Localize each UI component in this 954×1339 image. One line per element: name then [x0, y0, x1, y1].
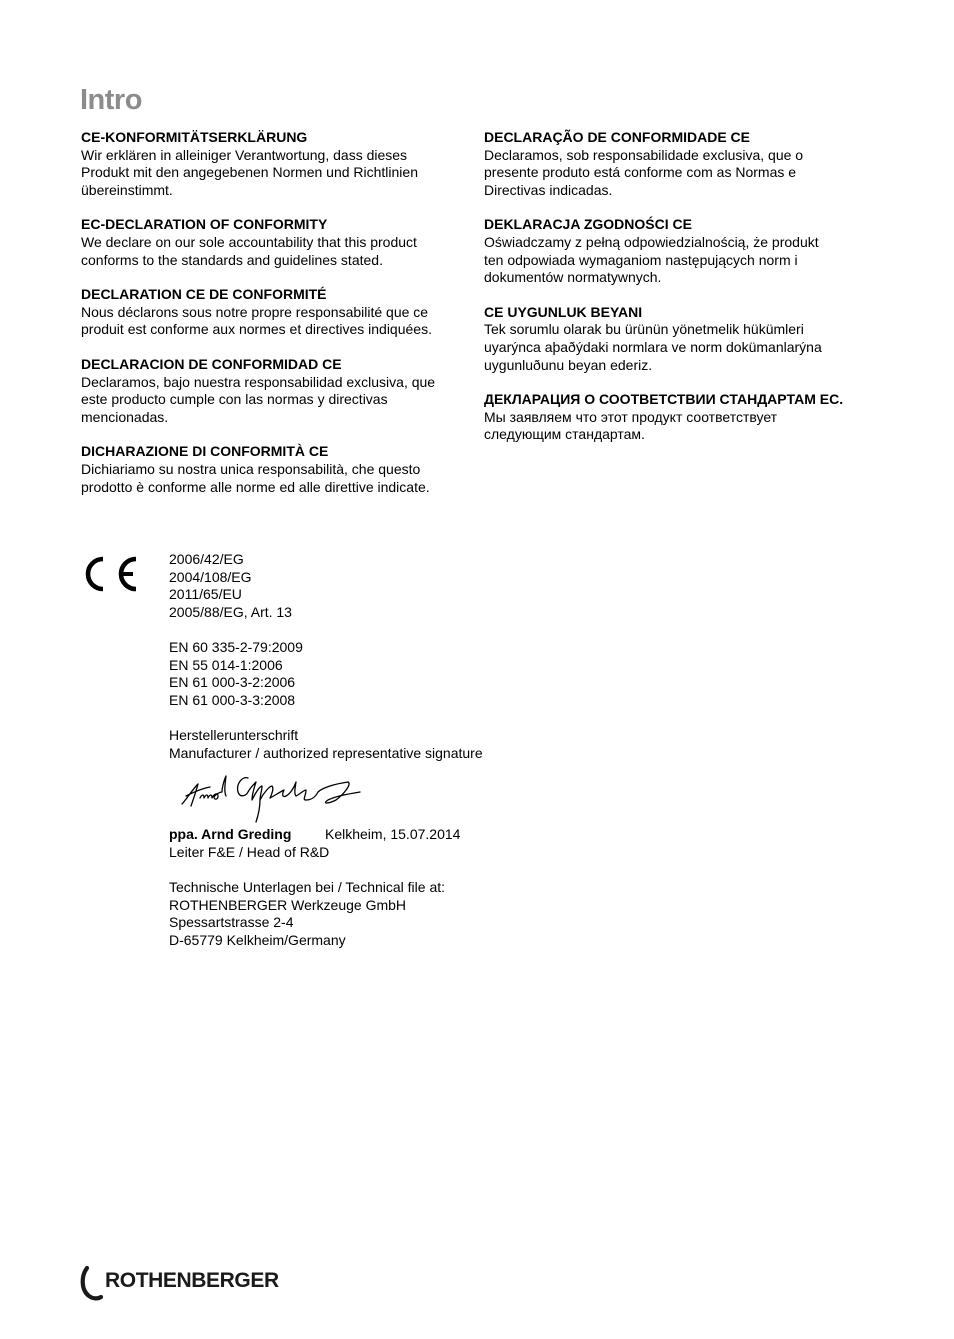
declaration-heading: DICHARAZIONE DI CONFORMITÀ CE	[81, 443, 329, 460]
declaration-portuguese	[484, 129, 868, 199]
declaration-spanish	[81, 356, 473, 426]
declaration-english	[81, 216, 473, 269]
directive-item: 2006/42/EG	[169, 551, 244, 567]
signature-caption-line: Herstellerunterschrift	[169, 727, 299, 743]
standard-item: EN 61 000-3-2:2006	[169, 674, 296, 691]
declaration-line: We declare on our sole accountability that this product	[81, 233, 417, 250]
logo-text: ROTHENBERGER	[105, 1269, 279, 1292]
signer-place-date: Kelkheim, 15.07.2014	[325, 826, 461, 842]
declaration-line: Dichiariamo su nostra unica responsabilità, che questo	[81, 460, 421, 477]
standard-item: EN 61 000-3-3:2008	[169, 691, 296, 708]
directives-list	[169, 551, 292, 621]
declaration-line: Tek sorumlu olarak bu ürünün yönetmelik hükümleri	[484, 321, 804, 338]
declaration-line: Declaramos, bajo nuestra responsabilidad exclusiva, que	[81, 373, 436, 390]
technical-file-line: ROTHENBERGER Werkzeuge GmbH	[169, 896, 407, 913]
technical-file-line: Spessartstrasse 2-4	[169, 914, 294, 931]
declaration-line: conforms to the standards and guidelines stated.	[81, 251, 383, 268]
standard-item: EN 55 014-1:2006	[169, 656, 283, 673]
declaration-russian	[484, 391, 868, 444]
declaration-line: produit est conforme aux normes et directives indiquées.	[81, 321, 432, 338]
declaration-line: presente produto está conforme com as Normas e	[484, 164, 797, 181]
declarations-right-column	[484, 129, 868, 461]
declaration-line: Nous déclarons sous notre propre responsabilité que ce	[81, 303, 429, 320]
rothenberger-logo	[79, 1266, 319, 1302]
signature-caption-line: Manufacturer / authorized representative signature	[169, 744, 483, 761]
declaration-heading: DECLARACION DE CONFORMIDAD CE	[81, 355, 342, 372]
declaration-line: следующим стандартам.	[484, 426, 645, 443]
declaration-heading: CE UYGUNLUK BEYANI	[484, 303, 643, 320]
signer-name: ppa. Arnd Greding	[169, 826, 292, 842]
declarations-left-column	[81, 129, 473, 513]
declaration-line: ten odpowiada wymaganiom następujących norm i	[484, 251, 798, 268]
directive-item: 2011/65/EU	[169, 586, 242, 603]
declaration-line: Oświadczamy z pełną odpowiedzialnością, że produkt	[484, 233, 819, 250]
technical-file-line: D-65779 Kelkheim/Germany	[169, 931, 346, 948]
page-title: Intro	[80, 84, 142, 116]
directive-item: 2004/108/EG	[169, 568, 252, 585]
declaration-polish	[484, 216, 868, 286]
declaration-line: uyarýnca aþaðýdaki normlara ve norm dokümanlarýna	[484, 338, 822, 355]
declaration-german	[81, 129, 473, 199]
declaration-line: este producto cumple con las normas y directivas	[81, 391, 388, 408]
signer-block	[169, 826, 461, 861]
declaration-line: Directivas indicadas.	[484, 181, 613, 198]
handwritten-signature	[176, 770, 376, 826]
declaration-line: Мы заявляем что этот продукт соответствует	[484, 408, 778, 425]
declaration-line: Declaramos, sob responsabilidade exclusiva, que o	[484, 146, 804, 163]
declaration-heading: DECLARATION CE DE CONFORMITÉ	[81, 286, 327, 303]
standards-list	[169, 639, 303, 709]
ce-mark-icon	[80, 555, 140, 593]
declaration-line: Wir erklären in alleiniger Verantwortung, dass dieses	[81, 146, 408, 163]
declaration-line: dokumentów normatywnych.	[484, 269, 662, 286]
declaration-heading: EC-DECLARATION OF CONFORMITY	[81, 216, 328, 233]
technical-file-address	[169, 879, 445, 949]
declaration-heading: DECLARAÇÃO DE CONFORMIDADE CE	[484, 129, 750, 145]
declaration-italian	[81, 443, 473, 496]
declaration-line: mencionadas.	[81, 408, 169, 425]
signature-caption	[169, 727, 483, 762]
declaration-heading: DEKLARACJA ZGODNOŚCI CE	[484, 216, 692, 233]
technical-file-line: Technische Unterlagen bei / Technical file at:	[169, 879, 446, 895]
directive-item: 2005/88/EG, Art. 13	[169, 603, 292, 620]
rothenberger-hook-icon	[79, 1266, 103, 1302]
declaration-turkish	[484, 304, 868, 374]
declaration-line: prodotto è conforme alle norme ed alle direttive indicate.	[81, 478, 430, 495]
declaration-french	[81, 286, 473, 339]
declaration-heading: ДЕКЛАРАЦИЯ О СООТВЕТСТВИИ СТАНДАРТАМ ЕС.	[484, 391, 844, 408]
declaration-line: uygunluðunu beyan ederiz.	[484, 356, 653, 373]
declaration-line: übereinstimmt.	[81, 181, 173, 198]
declaration-line: Produkt mit den angegebenen Normen und Richtlinien	[81, 164, 418, 181]
declaration-heading: CE-KONFORMITÄTSERKLÄRUNG	[81, 129, 308, 145]
standard-item: EN 60 335-2-79:2009	[169, 639, 303, 655]
signer-role: Leiter F&E / Head of R&D	[169, 843, 330, 860]
